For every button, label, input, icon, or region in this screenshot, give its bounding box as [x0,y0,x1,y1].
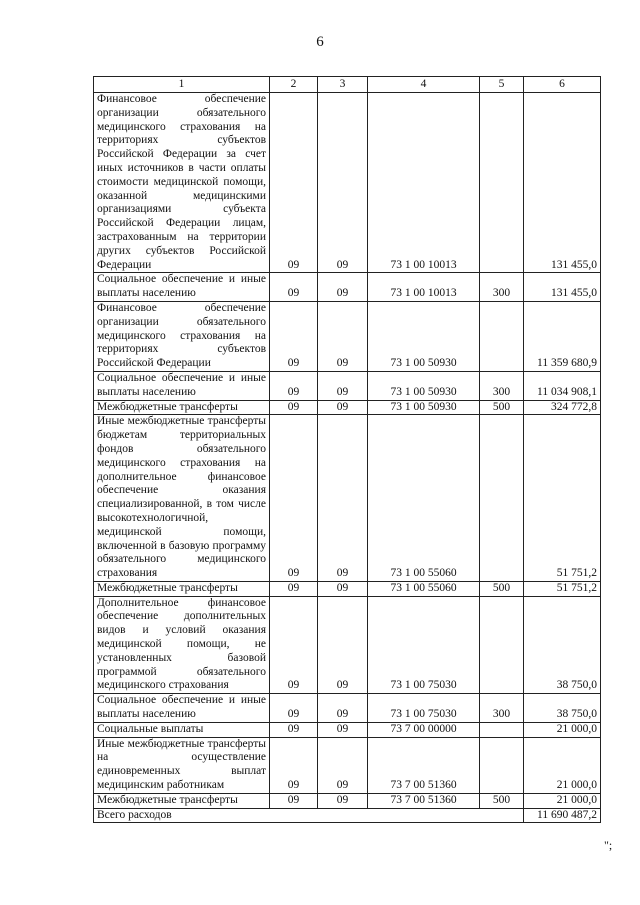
row-section: 09 [270,694,318,723]
table-row [94,400,601,415]
table-header-row [94,77,601,93]
row-expense-type: 300 [480,694,524,723]
page-number: 6 [316,34,324,50]
row-name: Финансовое обеспечение организации обязательного медицинского страхования на территориях субъектов Российской Федерации за счет иных источников в части оплаты стоимости медицинской помощи, оказанной медицинскими организациями субъекта Российской Федерации лицам, застрахованным на территории других субъектов Российской Федерации [94,93,270,273]
row-target-code: 73 1 00 55060 [368,581,480,596]
column-header: 4 [368,77,480,93]
row-name: Финансовое обеспечение организации обязательного медицинского страхования на территориях субъектов Российской Федерации [94,301,270,371]
row-name: Социальные выплаты [94,722,270,737]
row-section: 09 [270,93,318,273]
closing-quote-mark: "; [604,838,613,852]
table-row [94,793,601,808]
row-expense-type: 500 [480,400,524,415]
row-amount: 51 751,2 [524,581,601,596]
row-section: 09 [270,793,318,808]
row-amount: 11 359 680,9 [524,301,601,371]
row-amount: 51 751,2 [524,415,601,582]
row-expense-type [480,596,524,694]
row-expense-type [480,737,524,793]
row-amount: 21 000,0 [524,722,601,737]
row-name: Межбюджетные трансферты [94,793,270,808]
row-expense-type [480,722,524,737]
row-target-code: 73 1 00 10013 [368,273,480,302]
row-target-code: 73 1 00 75030 [368,596,480,694]
row-target-code: 73 1 00 50930 [368,400,480,415]
row-target-code: 73 1 00 75030 [368,694,480,723]
row-name: Межбюджетные трансферты [94,581,270,596]
total-row [94,808,601,823]
row-section: 09 [270,722,318,737]
row-subsection: 09 [318,273,368,302]
row-expense-type [480,93,524,273]
table-row [94,301,601,371]
row-subsection: 09 [318,737,368,793]
row-amount: 131 455,0 [524,93,601,273]
total-amount: 11 690 487,2 [524,808,601,823]
row-subsection: 09 [318,93,368,273]
table-row [94,581,601,596]
table-row [94,694,601,723]
column-header: 1 [94,77,270,93]
row-expense-type [480,415,524,582]
table-row [94,371,601,400]
row-section: 09 [270,415,318,582]
row-subsection: 09 [318,371,368,400]
row-subsection: 09 [318,694,368,723]
expenditure-table [93,76,601,823]
row-name: Дополнительное финансовое обеспечение дополнительных видов и условий оказания медицинской помощи, не установленных базовой программой обязательного медицинского страхования [94,596,270,694]
row-name: Социальное обеспечение и иные выплаты населению [94,273,270,302]
table-row [94,722,601,737]
column-header: 2 [270,77,318,93]
table-row [94,273,601,302]
column-header: 3 [318,77,368,93]
row-amount: 21 000,0 [524,793,601,808]
total-label: Всего расходов [94,808,524,823]
column-header: 6 [524,77,601,93]
row-section: 09 [270,273,318,302]
row-target-code: 73 1 00 50930 [368,301,480,371]
row-section: 09 [270,371,318,400]
row-name: Иные межбюджетные трансферты бюджетам территориальных фондов обязательного медицинского страхования на дополнительное финансовое обеспечение оказания специализированной, в том числе высокотехнологичной, медицинской помощи, включенной в базовую программу обязательного медицинского страхования [94,415,270,582]
column-header: 5 [480,77,524,93]
row-subsection: 09 [318,581,368,596]
row-name: Межбюджетные трансферты [94,400,270,415]
row-subsection: 09 [318,793,368,808]
row-name: Социальное обеспечение и иные выплаты населению [94,371,270,400]
row-subsection: 09 [318,722,368,737]
row-expense-type [480,301,524,371]
table-row [94,415,601,582]
row-target-code: 73 7 00 51360 [368,793,480,808]
row-target-code: 73 7 00 51360 [368,737,480,793]
row-amount: 38 750,0 [524,596,601,694]
row-expense-type: 300 [480,371,524,400]
row-subsection: 09 [318,301,368,371]
row-section: 09 [270,581,318,596]
row-target-code: 73 1 00 10013 [368,93,480,273]
row-amount: 131 455,0 [524,273,601,302]
table-row [94,737,601,793]
row-name: Иные межбюджетные трансферты на осуществление единовременных выплат медицинским работникам [94,737,270,793]
row-amount: 324 772,8 [524,400,601,415]
row-subsection: 09 [318,415,368,582]
row-subsection: 09 [318,400,368,415]
row-amount: 11 034 908,1 [524,371,601,400]
row-amount: 38 750,0 [524,694,601,723]
row-section: 09 [270,596,318,694]
row-expense-type: 500 [480,793,524,808]
row-target-code: 73 7 00 00000 [368,722,480,737]
row-section: 09 [270,737,318,793]
row-section: 09 [270,301,318,371]
row-expense-type: 300 [480,273,524,302]
row-name: Социальное обеспечение и иные выплаты населению [94,694,270,723]
row-expense-type: 500 [480,581,524,596]
row-subsection: 09 [318,596,368,694]
table-row [94,596,601,694]
row-section: 09 [270,400,318,415]
row-target-code: 73 1 00 55060 [368,415,480,582]
table-row [94,93,601,273]
row-target-code: 73 1 00 50930 [368,371,480,400]
row-amount: 21 000,0 [524,737,601,793]
